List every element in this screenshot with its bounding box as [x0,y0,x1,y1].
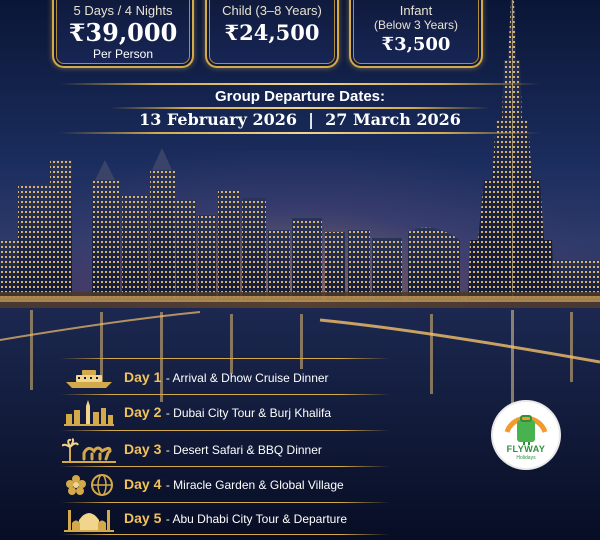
itinerary-day-3 [60,436,390,464]
adult-price: ₹39,000 [68,18,178,47]
day-description: Abu Dhabi City Tour & Departure [172,512,348,526]
itinerary-divider [60,502,390,503]
itinerary-day-4 [60,471,390,499]
departure-title: Group Departure Dates: [214,88,386,105]
itinerary-text: Day 2 - Dubai City Tour & Burj Khalifa [124,404,332,420]
day-number: Day 2 [124,404,162,420]
itinerary-day-5 [60,505,390,533]
day-description: Dubai City Tour & Burj Khalifa [173,406,332,420]
itinerary-divider [60,358,390,359]
day-number: Day 3 [124,441,162,457]
flyway-logo [493,402,559,468]
per-person-note: Per Person [92,47,154,61]
itinerary-divider [60,466,390,467]
itinerary-divider [60,430,390,431]
price-card-adult [52,0,194,68]
itinerary-text: Day 4 - Miracle Garden & Global Village [124,476,344,492]
itinerary-text: Day 3 - Desert Safari & BBQ Dinner [124,441,322,457]
itinerary-text: Day 5 - Abu Dhabi City Tour & Departure [124,510,348,526]
itinerary-day-1 [60,364,390,392]
left-towers [0,148,460,300]
child-price: ₹24,500 [224,20,320,45]
logo-text: FLYWAY [506,444,546,454]
infant-label: Infant [399,3,433,18]
itinerary-divider [60,394,390,395]
package-duration: 5 Days / 4 Nights [73,3,173,18]
day-number: Day 4 [124,476,162,492]
itinerary-divider [60,534,390,535]
departure-dates: 13 February 2026 | 27 March 2026 [139,110,461,129]
day-description: Arrival & Dhow Cruise Dinner [172,371,329,385]
logo-subtext: Holidays [516,455,536,461]
day-description: Desert Safari & BBQ Dinner [173,443,322,457]
camel-desert-icon [60,436,118,464]
divider-top [60,83,540,85]
day-number: Day 5 [124,510,162,526]
city-skyline-icon [60,399,118,427]
price-card-child [205,0,339,68]
mosque-icon [60,505,118,533]
divider-bottom [60,132,540,134]
flower-globe-icon [60,471,118,499]
day-description: Miracle Garden & Global Village [173,478,344,492]
day-number: Day 1 [124,369,162,385]
infant-age-label: (Below 3 Years) [373,18,459,32]
price-card-infant [349,0,483,68]
itinerary-day-2 [60,399,390,427]
dhow-cruise-icon [60,364,118,392]
child-age-label: Child (3–8 Years) [222,3,322,18]
infant-price: ₹3,500 [381,34,451,55]
divider-mid [110,107,490,109]
itinerary-text: Day 1 - Arrival & Dhow Cruise Dinner [124,369,329,385]
